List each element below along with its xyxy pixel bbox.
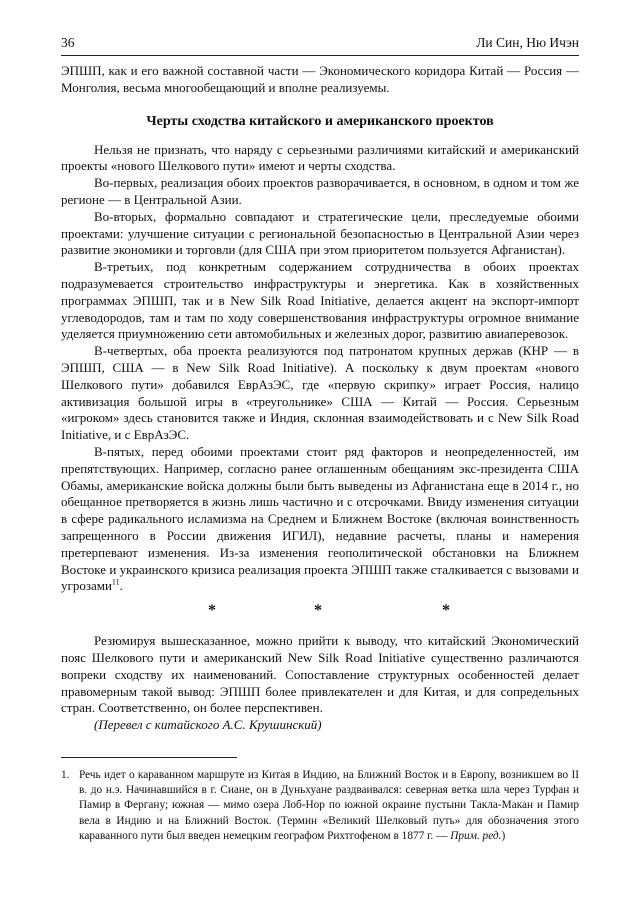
paragraph-intro: Нельзя не признать, что наряду с серьезными различиями китайский и американский проекты «нового Шелкового пути» имеют и черты сходства. — [61, 141, 579, 174]
article-body — [61, 63, 579, 734]
footnote-close: ) — [501, 829, 506, 842]
paragraph-third: В-третьих, под конкретным содержанием сотрудничества в обоих проектах подразумевается строительство инфраструктуры и энергетика. Как в хозяйственных программах ЭПШП, так и в New Silk Road Initiative, делается акцент на экспорт-импорт углеводородов, там и там по ходу совершенствования инфраструктуры огромное внимание уделяется приумножению сети автомобильных и железных дорог, развитию авиаперевозок. — [61, 259, 579, 342]
paragraph-second: Во-вторых, формально совпадают и стратегические цели, преследуемые обоими проектами: улучшение ситуации с региональной безопасностью в Центральной Азии через развитие экономики и торговли (для США при этом приоритетом пользуется Афганистан). — [61, 208, 579, 258]
running-title: Ли Син, Ню Ичэн — [476, 35, 579, 50]
paragraph-fourth: В-четвертых, оба проекта реализуются под патронатом крупных держав (КНР — в ЭПШП, США — в New Silk Road Initiative). А поскольку к двум проектам «нового Шелкового пути» добавился ЕврАзЭС, где «первую скрипку» играет Россия, налицо активизация большой игры в «треугольнике» США — Китай — Россия. Серьезным «игроком» здесь становится также и Индия, склонная взаимодействовать и с New Silk Road Initiative, и с ЕврАзЭС. — [61, 343, 579, 443]
paragraph-continued: ЭПШП, как и его важной составной части — Экономического коридора Китай — Россия — Монголия, весьма многообещающий и вполне реализуемы. — [61, 63, 579, 95]
footnote — [61, 768, 579, 844]
section-heading: Черты сходства китайского и американского проектов — [146, 113, 494, 129]
footnote-reference[interactable]: 11 — [111, 577, 120, 587]
footnote-rule — [61, 757, 237, 758]
paragraph-fifth — [61, 444, 579, 595]
translator-note: (Перевел с китайского А.С. Крушинский) — [94, 717, 322, 733]
separator-star: * — [208, 602, 216, 620]
footnote-number: 1. — [61, 769, 70, 781]
editor-note: Прим. ред. — [450, 829, 502, 842]
footnote-text — [79, 768, 579, 844]
footnote-body: Речь идет о караванном маршруте из Китая в Индию, на Ближний Восток и в Европу, возникшем во II в. до н.э. Начинавшийся в г. Сиане, он в Дуньхуане раздваивался: северная ветка шла через Турфан и Памир в Фергану; южная — мимо озера Лоб-Нор по южной окраине пустыни Такла-Макан и Памир вела в Индию и на Ближний Восток. (Термин «Великий Шелковый путь» для обозначения этого караванного пути был введен немецким географом Рихтгофеном в 1877 г. — — [79, 769, 579, 842]
header-rule — [61, 55, 579, 56]
running-header — [61, 34, 579, 54]
separator-star: * — [442, 602, 450, 620]
paragraph-fifth-end: . — [119, 578, 123, 594]
section-separator — [61, 603, 579, 623]
separator-star: * — [314, 602, 322, 620]
paragraph-conclusion: Резюмируя вышесказанное, можно прийти к выводу, что китайский Экономический пояс Шелкового пути и американский New Silk Road Initiative существенно различаются вопреки сходству их наименований. Сопоставление структурных особенностей делает правомерным такой вывод: ЭПШП более привлекателен и для Китая, и для сопредельных стран. Соответственно, он более перспективен. — [61, 633, 579, 716]
paragraph-first: Во-первых, реализация обоих проектов разворачивается, в основном, в одном и том же регионе — в Центральной Азии. — [61, 175, 579, 207]
page-number: 36 — [61, 35, 75, 50]
paragraph-fifth-text: В-пятых, перед обоими проектами стоит ряд факторов и неопределенностей, им препятствующих. Например, согласно ранее оглашенным обещаниям экс-президента США Обамы, американские войска должны были быть выведены из Афганистана еще в 2014 г., но обещанное претворяется в жизнь лишь частично и с отсрочками. Ввиду изменения ситуации в сфере радикального исламизма на Среднем и Ближнем Востоке (включая воинственность запрещенного в России движения ИГИЛ), недавние расчеты, планы и намерения претерпевают изменения. Из-за изменения геополитической обстановки на Ближнем Востоке и украинского кризиса реализация проекта ЭПШП также сталкивается с вызовами и угрозами — [61, 443, 579, 594]
